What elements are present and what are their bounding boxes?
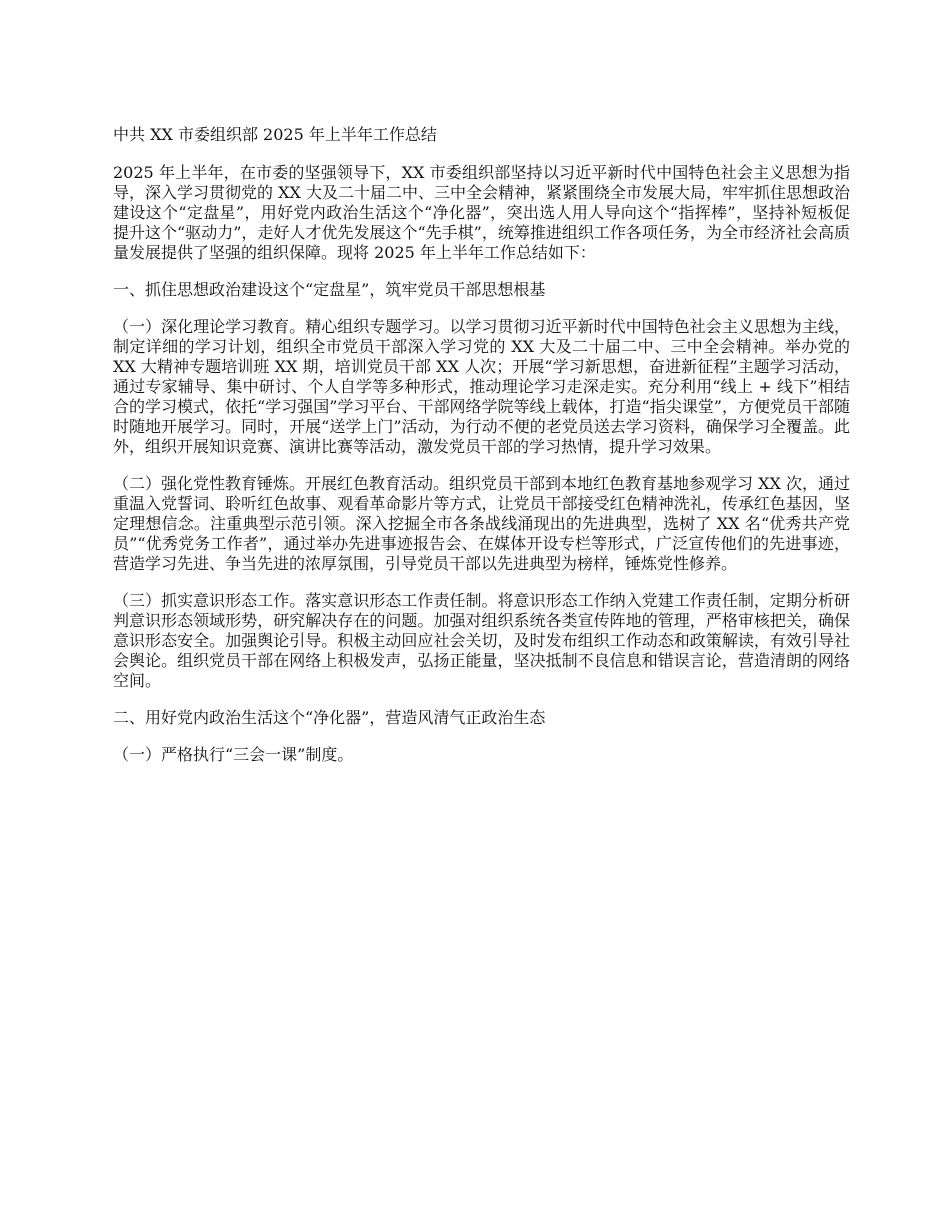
section-2-paragraph-1: （一）严格执行“三会一课”制度。 — [113, 745, 354, 764]
intro-paragraph: 2025 年上半年，在市委的坚强领导下，XX 市委组织部坚持以习近平新时代中国特色社会主义思想为指导，深入学习贯彻党的 XX 大及二十届二中、三中全会精神，紧紧围绕全市发展大局，牢牢抓住思想政治建设这个“定盘星”，用好党内政治生活这个“净化器”，突出选人用人导向这个“指挥棒”，坚持补短板促提升这个“驱动力”，走好人才优先发展这个“先手棋”，统筹推进组织工作各项任务，为全市经济社会高质量发展提供了坚强的组织保障。现将 2025 年上半年工作总结如下： — [113, 163, 850, 262]
section-2-heading: 二、用好党内政治生活这个“净化器”，营造风清气正政治生态 — [113, 708, 546, 727]
document-title: 中共 XX 市委组织部 2025 年上半年工作总结 — [113, 125, 437, 144]
section-1-heading: 一、抓住思想政治建设这个“定盘星”，筑牢党员干部思想根基 — [113, 280, 546, 299]
section-1-paragraph-3: （三）抓实意识形态工作。落实意识形态工作责任制。将意识形态工作纳入党建工作责任制，定期分析研判意识形态领域形势，研究解决存在的问题。加强对组织系统各类宣传阵地的管理，严格审核把关，确保意识形态安全。加强舆论引导。积极主动回应社会关切，及时发布组织工作动态和政策解读，有效引导社会舆论。组织党员干部在网络上积极发声，弘扬正能量，坚决抵制不良信息和错误言论，营造清朗的网络空间。 — [113, 591, 850, 690]
section-1-paragraph-2: （二）强化党性教育锤炼。开展红色教育活动。组织党员干部到本地红色教育基地参观学习 XX 次，通过重温入党誓词、聆听红色故事、观看革命影片等方式，让党员干部接受红色精神洗礼，传承红色基因，坚定理想信念。注重典型示范引领。深入挖掘全市各条战线涌现出的先进典型，选树了 XX 名“优秀共产党员”“优秀党务工作者”，通过举办先进事迹报告会、在媒体开设专栏等形式，广泛宣传他们的先进事迹，营造学习先进、争当先进的浓厚氛围，引导党员干部以先进典型为榜样，锤炼党性修养。 — [113, 474, 850, 573]
section-1-paragraph-1: （一）深化理论学习教育。精心组织专题学习。以学习贯彻习近平新时代中国特色社会主义思想为主线，制定详细的学习计划，组织全市党员干部深入学习党的 XX 大及二十届二中、三中全会精神。举办党的 XX 大精神专题培训班 XX 期，培训党员干部 XX 人次；开展“学习新思想，奋进新征程”主题学习活动，通过专家辅导、集中研讨、个人自学等多种形式，推动理论学习走深走实。充分利用“线上 + 线下”相结合的学习模式，依托“学习强国”学习平台、干部网络学院等线上载体，打造“指尖课堂”，方便党员干部随时随地开展学习。同时，开展“送学上门”活动，为行动不便的老党员送去学习资料，确保学习全覆盖。此外，组织开展知识竞赛、演讲比赛等活动，激发党员干部的学习热情，提升学习效果。 — [113, 317, 850, 456]
